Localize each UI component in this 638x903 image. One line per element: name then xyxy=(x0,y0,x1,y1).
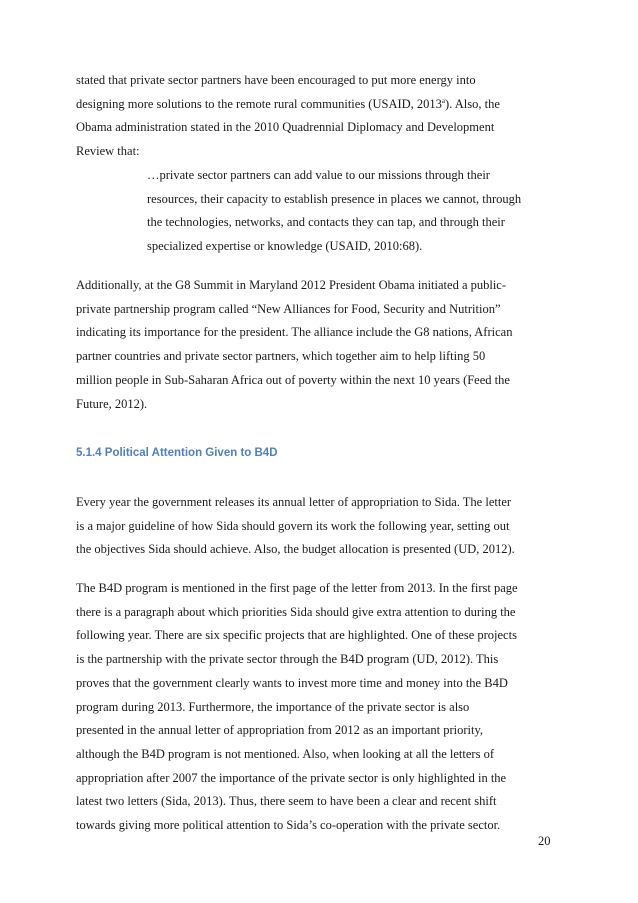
text-line: Review that: xyxy=(76,144,140,159)
text-line: appropriation after 2007 the importance of the private sector is only highlighted in the xyxy=(76,770,507,785)
text-line: following year. There are six specific projects that are highlighted. One of these projects xyxy=(76,628,517,643)
paragraph-b4d-program xyxy=(76,577,576,838)
text-line: Future, 2012). xyxy=(76,396,148,411)
superscript-a: a xyxy=(441,96,446,105)
text-line: stated that private sector partners have been encouraged to put more energy into xyxy=(76,73,476,87)
block-quote xyxy=(147,164,577,259)
text-line: is the partnership with the private sector through the B4D program (UD, 2012). This xyxy=(76,652,499,667)
quote-line: …private sector partners can add value to our missions through their xyxy=(147,168,490,182)
text-line: program during 2013. Furthermore, the importance of the private sector is also xyxy=(76,699,470,714)
text-line: there is a paragraph about which priorities Sida should give extra attention to during the xyxy=(76,604,516,619)
text-line: The B4D program is mentioned in the first page of the letter from 2013. In the first page xyxy=(76,581,518,595)
text-line: proves that the government clearly wants to invest more time and money into the B4D xyxy=(76,675,508,690)
text-line: towards giving more political attention to Sida’s co-operation with the private sector. xyxy=(76,818,501,833)
quote-line: the technologies, networks, and contacts they can tap, and through their xyxy=(147,215,505,230)
quote-line: resources, their capacity to establish presence in places we cannot, through xyxy=(147,191,522,206)
text-line: designing more solutions to the remote rural communities (USAID, 2013$^a$). Also, the xyxy=(76,96,500,111)
text-line: Additionally, at the G8 Summit in Maryland 2012 President Obama initiated a public- xyxy=(76,278,507,292)
text-line: million people in Sub-Saharan Africa out of poverty within the next 10 years (Feed the xyxy=(76,372,510,387)
text-line: Every year the government releases its annual letter of appropriation to Sida. The letter xyxy=(76,495,512,509)
paragraph-letter-of-appropriation xyxy=(76,491,576,562)
text-line: partner countries and private sector partners, which together aim to help lifting 50 xyxy=(76,349,486,364)
quote-line: specialized expertise or knowledge (USAID, 2010:68). xyxy=(147,239,423,254)
text-line: the objectives Sida should achieve. Also, the budget allocation is presented (UD, 2012). xyxy=(76,542,515,557)
paragraph-g8-summit xyxy=(76,274,576,416)
text-line: Obama administration stated in the 2010 Quadrennial Diplomacy and Development xyxy=(76,120,495,135)
section-heading: 5.1.4 Political Attention Given to B4D xyxy=(76,447,278,459)
page-number: 20 xyxy=(538,834,551,848)
text-line: latest two letters (Sida, 2013). Thus, there seem to have been a clear and recent shift xyxy=(76,794,497,809)
text-line: presented in the annual letter of appropriation from 2012 as an important priority, xyxy=(76,723,484,738)
text-line: indicating its importance for the president. The alliance include the G8 nations, African xyxy=(76,325,513,340)
text-line: is a major guideline of how Sida should govern its work the following year, setting out xyxy=(76,518,510,533)
paragraph-usaid-intro xyxy=(76,69,576,164)
text-line: although the B4D program is not mentioned. Also, when looking at all the letters of xyxy=(76,746,494,761)
text-line: private partnership program called “New Alliances for Food, Security and Nutrition” xyxy=(76,301,501,316)
